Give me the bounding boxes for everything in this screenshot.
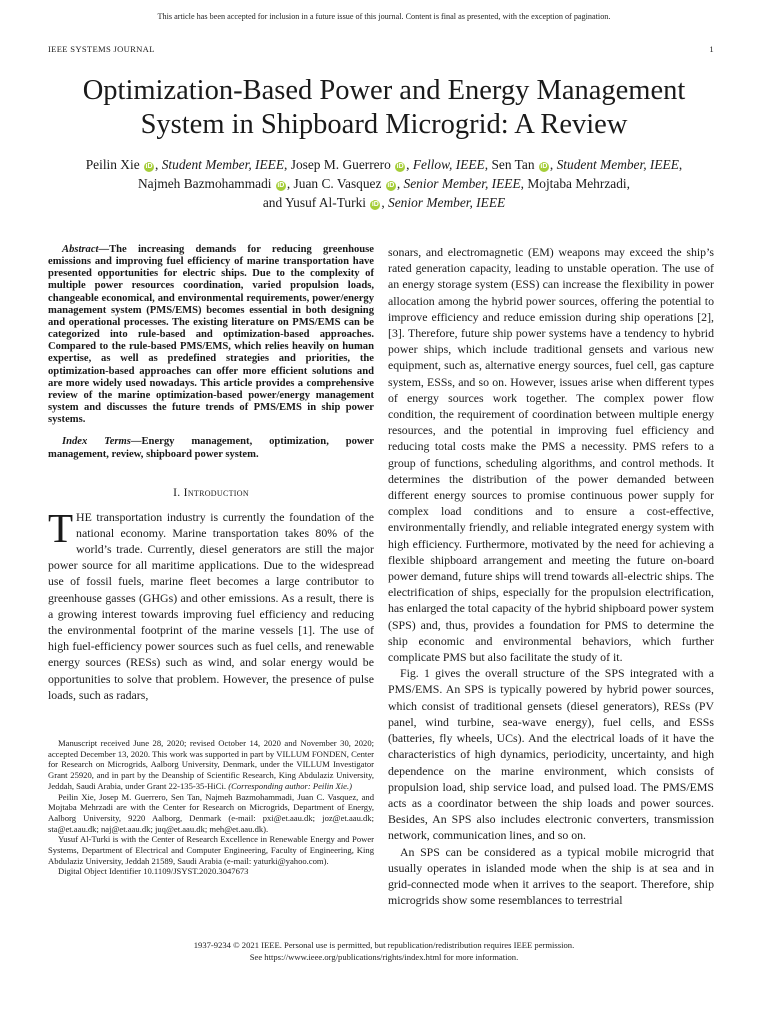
drop-cap: T <box>48 504 74 551</box>
page-number: 1 <box>709 44 714 54</box>
orcid-icon[interactable]: iD <box>371 201 379 208</box>
abstract-text: The increasing demands for reducing greenhouse emissions and improving fuel efficiency of marine transportation have presented opportunities for electric ships. Due to the complexity of multiple power resources coordination, varied propulsion loads, changeable economical, and environmental requirements, power/energy management system (PMS/EMS) becomes essential in both designing and operational processes. The existing literature on PMS/EMS can be categorized into rule-based and optimization-based approaches. Compared to the rule-based PMS/EMS, which relies heavily on human expertise, as well as predefined strategies and priorities, the optimization-based approaches can offer more efficient solutions and are more widely used nowadays. This article provides a comprehensive review of the marine optimization-based power/energy management system and discusses the future trends of PMS/EMS in ship power systems. <box>48 244 374 426</box>
orcid-icon[interactable]: iD <box>387 182 395 189</box>
body-paragraph: An SPS can be considered as a typical mobile microgrid that usually operates in islanded mode when the ship is at sea and in grid-connected mode when it arrives to the seaport. Therefore, ship microgrids show some resemblances to terrestrial <box>388 844 714 908</box>
right-column <box>388 244 714 908</box>
left-column <box>48 244 374 703</box>
author-role: Senior Member, IEEE <box>388 195 506 210</box>
body-paragraph: sonars, and electromagnetic (EM) weapons may exceed the ship’s rated generation capacity, leading to unstable operation. The use of an energy storage system (ESS) can increase the flexibility in power allocation among the hybrid power sources, offering the potential to improve efficiency and reduce emission during ship operations [2], [3]. Therefore, future ship power systems have a tendency to hybrid power ships, which include traditional gensets and various new equipment, such as, alternative energy sources, fuel cell, gas capture system, ESSs, and so on. However, issues arise when different types of energy sources work together. The complex power flow condition, the requirement of coordination between multiple energy resources, and the potential in improving fuel efficiency and reducing total costs make the PMS a necessity. PMS refers to a group of functions, scheduling algorithms, and control methods. It determines the distribution of the power demanded between different energy sources to promise continuous power supply for complex load conditions and to ensure a cost-effective, environmentally friendly, and reliable integrated energy system with high efficiency. Furthermore, motivated by the need for achieving a flexible shipboard arrangement and meeting the future on-board power demand, future ships will trend towards all-electric ships. The electrification of ships, especially for the propulsion electrification, has enlarged the total capacity of the hybrid shipboard power system (SPS) and, thus, provides a foundation for PMS to determine the ship economic and environmental behaviors, which further complicate PMS but also facilitate the study of it. <box>388 245 714 665</box>
abstract-label: Abstract <box>62 244 99 255</box>
title-line-2: System in Shipboard Microgrid: A Review <box>140 109 628 140</box>
orcid-icon[interactable]: iD <box>540 163 548 170</box>
paper-title <box>30 74 738 142</box>
author-name: Juan C. Vasquez <box>293 176 382 191</box>
index-terms-text: Energy management, optimization, power management, review, shipboard power system. <box>48 436 374 460</box>
abstract: Abstract—The increasing demands for reducing greenhouse emissions and improving fuel efficiency of marine transportation have presented opportunities for electric ships. Due to the complexity of multiple power resources coordination, varied propulsion loads, changeable economical, and environmental requirements, power/energy management system (PMS/EMS) becomes essential in both designing and operational processes. The existing literature on PMS/EMS can be categorized into rule-based and optimization-based approaches. Compared to the rule-based PMS/EMS, which relies heavily on human expertise, as well as predefined strategies and priorities, the optimization-based approaches can offer more efficient solutions and are more widely used nowadays. This article provides a comprehensive review of the marine optimization-based power/energy management system and discusses the future trends of PMS/EMS in ship power systems. <box>48 244 374 426</box>
author-role: Student Member, IEEE <box>161 157 285 172</box>
body-paragraph: Fig. 1 gives the overall structure of the SPS integrated with a PMS/EMS. An SPS is typically powered by hybrid power sources, which consist of traditional gensets (diesel generators), RESs (PV panel, wind turbine, sea-wave energy), fuel cells, and ESSs (batteries, fly wheels, UCs). And the electrical loads of it have the characteristics of high dynamics, periodicity, uncertainty, and high dependence on the marine environment, which consists of propulsion load, ship service load, and pulsed load. The PMS/EMS acts as a coordinator between the ship loads and power sources. Besides, An SPS also includes electronic converters, transmission network, communication lines, and so on. <box>388 666 714 843</box>
footnote-affiliation-2: Yusuf Al-Turki is with the Center of Research Excellence in Renewable Energy and Power Systems, Department of Electrical and Computer Engineering, Faculty of Engineering, King Abdulaziz University, Jeddah 21589, Saudi Arabia (e-mail: yaturki@yahoo.com). <box>48 834 374 866</box>
footnote-manuscript: Manuscript received June 28, 2020; revised October 14, 2020 and November 30, 2020; accepted December 13, 2020. This work was supported in part by VILLUM FONDEN, Center for Research on Microgrids, Aalborg University, Denmark, under the VILLUM Investigator Grant 25920, and in part by the Deanship of Scientific Research, King Abdulaziz University, Jeddah, Saudi Arabia, under Grant 22-135-35-HiCi. (Corresponding author: Peilin Xie.) <box>48 738 374 791</box>
title-line-1: Optimization-Based Power and Energy Management <box>82 75 686 106</box>
orcid-icon[interactable]: iD <box>396 163 404 170</box>
author-name: Josep M. Guerrero <box>290 157 391 172</box>
intro-text: HE transportation industry is currently the foundation of the national economy. Marine transportation takes 80% of the world’s trade. Currently, diesel generators are still the major power source for all maritime applications. Due to the widespread use of fossil fuels, marine fleet becomes a large contributor to greenhouse gasses (GHGs) and other emissions. As a result, there is a growing interest towards improving fuel efficiency and reducing the environmental footprint of the marine vessels [1]. The use of high fuel-efficiency power sources such as fuel cells, and renewable energy sources (RESs) such as wind, and solar energy would be opportunities to solve that problem. However, the presence of pulse loads, such as radars, <box>48 509 374 702</box>
section-number: I. <box>173 485 184 499</box>
copyright-line: 1937-9234 © 2021 IEEE. Personal use is permitted, but republication/redistribution requires IEEE permission. <box>193 940 575 950</box>
intro-paragraph <box>48 504 374 703</box>
section-heading <box>48 486 374 499</box>
corresponding-author: (Corresponding author: Peilin Xie.) <box>228 780 353 791</box>
author-list: Peilin Xie iD , Student Member, IEEE, Josep M. Guerrero iD , Fellow, IEEE, Sen Tan iD , Student Member, IEEE, Najmeh Bazmohammadi iD , Juan C. Vasquez iD , Senior Member, IEEE, Mojtaba Mehrzadi, and Yusuf Al-Turki iD , Senior Member, IEEE <box>85 157 683 210</box>
author-name: Yusuf Al-Turki <box>285 195 366 210</box>
index-terms: Index Terms—Energy management, optimization, power management, review, shipboard power system. <box>48 436 374 460</box>
author-name: Mojtaba Mehrzadi <box>527 176 627 191</box>
running-head <box>48 44 720 54</box>
author-name: Najmeh Bazmohammadi <box>137 176 272 191</box>
doi: Digital Object Identifier 10.1109/JSYST.2020.3047673 <box>58 866 249 877</box>
author-role: Student Member, IEEE <box>556 157 679 172</box>
orcid-icon[interactable]: iD <box>277 182 285 189</box>
footnotes <box>48 738 374 877</box>
index-terms-label: Index Terms <box>62 436 131 448</box>
author-role: Fellow, IEEE <box>412 157 485 172</box>
section-title: Introduction <box>183 485 249 499</box>
author-name: Peilin Xie <box>85 157 140 172</box>
footnote-affiliation: Peilin Xie, Josep M. Guerrero, Sen Tan, Najmeh Bazmohammadi, Juan C. Vasquez, and Mojtaba Mehrzadi are with the Center for Research on Microgrids, Department of Energy, Aalborg University, 9220 Aalborg, Denmark (e-mail: pxi@et.aau.dk; joz@et.aau.dk; sta@et.aau.dk; naj@et.aau.dk; juq@et.aau.dk; meh@et.aau.dk). <box>48 791 374 834</box>
rights-link[interactable]: See https://www.ieee.org/publications/rights/index.html for more information. <box>249 951 519 962</box>
journal-name: IEEE SYSTEMS JOURNAL <box>48 44 155 54</box>
orcid-icon[interactable]: iD <box>145 163 153 170</box>
author-name: Sen Tan <box>491 157 535 172</box>
acceptance-notice: This article has been accepted for inclusion in a future issue of this journal. Content is final as presented, with the exception of pagination. <box>157 12 611 21</box>
copyright-footer <box>0 940 768 963</box>
author-role: Senior Member, IEEE <box>403 176 521 191</box>
